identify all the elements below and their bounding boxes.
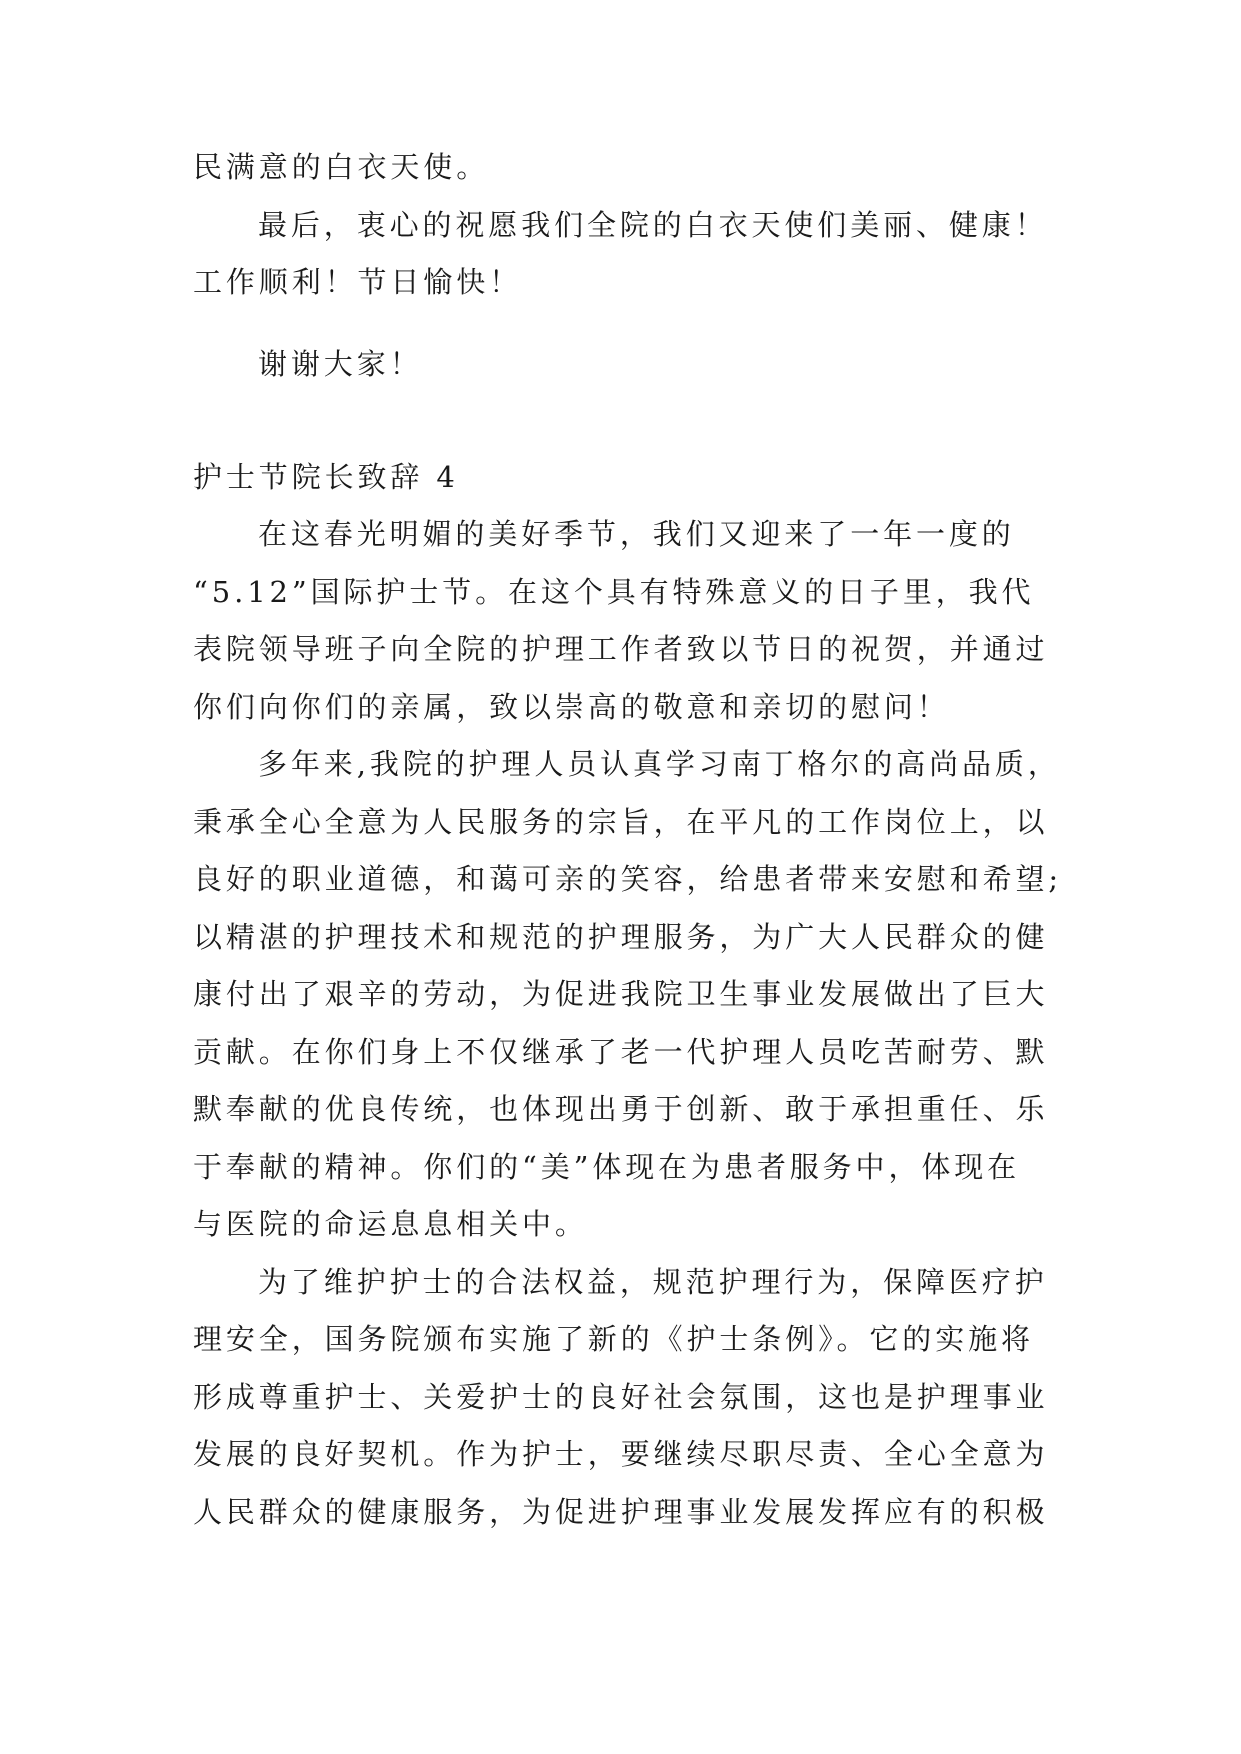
text-line: 发展的良好契机。作为护士，要继续尽职尽责、全心全意为 <box>193 1437 1049 1471</box>
text-line: 默奉献的优良传统，也体现出勇于创新、敢于承担重任、乐 <box>193 1092 1049 1126</box>
text-line: 谢谢大家！ <box>258 347 423 381</box>
text-line: 康付出了艰辛的劳动，为促进我院卫生事业发展做出了巨大 <box>193 977 1049 1011</box>
text-line: 民满意的白衣天使。 <box>193 150 490 184</box>
section-heading: 护士节院长致辞 4 <box>193 460 459 494</box>
text-line: 人民群众的健康服务，为促进护理事业发展发挥应有的积极 <box>193 1495 1049 1529</box>
text-line: 于奉献的精神。你们的“美”体现在为患者服务中，体现在 <box>193 1150 1021 1184</box>
text-line: 秉承全心全意为人民服务的宗旨，在平凡的工作岗位上，以 <box>193 805 1049 839</box>
text-line: 你们向你们的亲属，致以崇高的敬意和亲切的慰问！ <box>193 690 950 724</box>
text-line: 形成尊重护士、关爱护士的良好社会氛围，这也是护理事业 <box>193 1380 1049 1414</box>
text-line: 多年来,我院的护理人员认真学习南丁格尔的高尚品质， <box>258 747 1061 781</box>
text-line: 在这春光明媚的美好季节，我们又迎来了一年一度的 <box>258 517 1015 551</box>
text-line: 为了维护护士的合法权益，规范护理行为，保障医疗护 <box>258 1265 1048 1299</box>
text-line: 与医院的命运息息相关中。 <box>193 1207 588 1241</box>
text-line: 良好的职业道德，和蔼可亲的笑容，给患者带来安慰和希望; <box>193 862 1063 896</box>
text-line: 最后，衷心的祝愿我们全院的白衣天使们美丽、健康！ <box>258 208 1048 242</box>
text-line: 以精湛的护理技术和规范的护理服务，为广大人民群众的健 <box>193 920 1049 954</box>
text-line: 贡献。在你们身上不仅继承了老一代护理人员吃苦耐劳、默 <box>193 1035 1049 1069</box>
text-line: 表院领导班子向全院的护理工作者致以节日的祝贺，并通过 <box>193 632 1049 666</box>
text-line: 理安全，国务院颁布实施了新的《护士条例》。它的实施将 <box>193 1322 1034 1356</box>
text-line: “5.12”国际护士节。在这个具有特殊意义的日子里，我代 <box>193 575 1035 609</box>
text-line: 工作顺利！节日愉快！ <box>193 265 523 299</box>
